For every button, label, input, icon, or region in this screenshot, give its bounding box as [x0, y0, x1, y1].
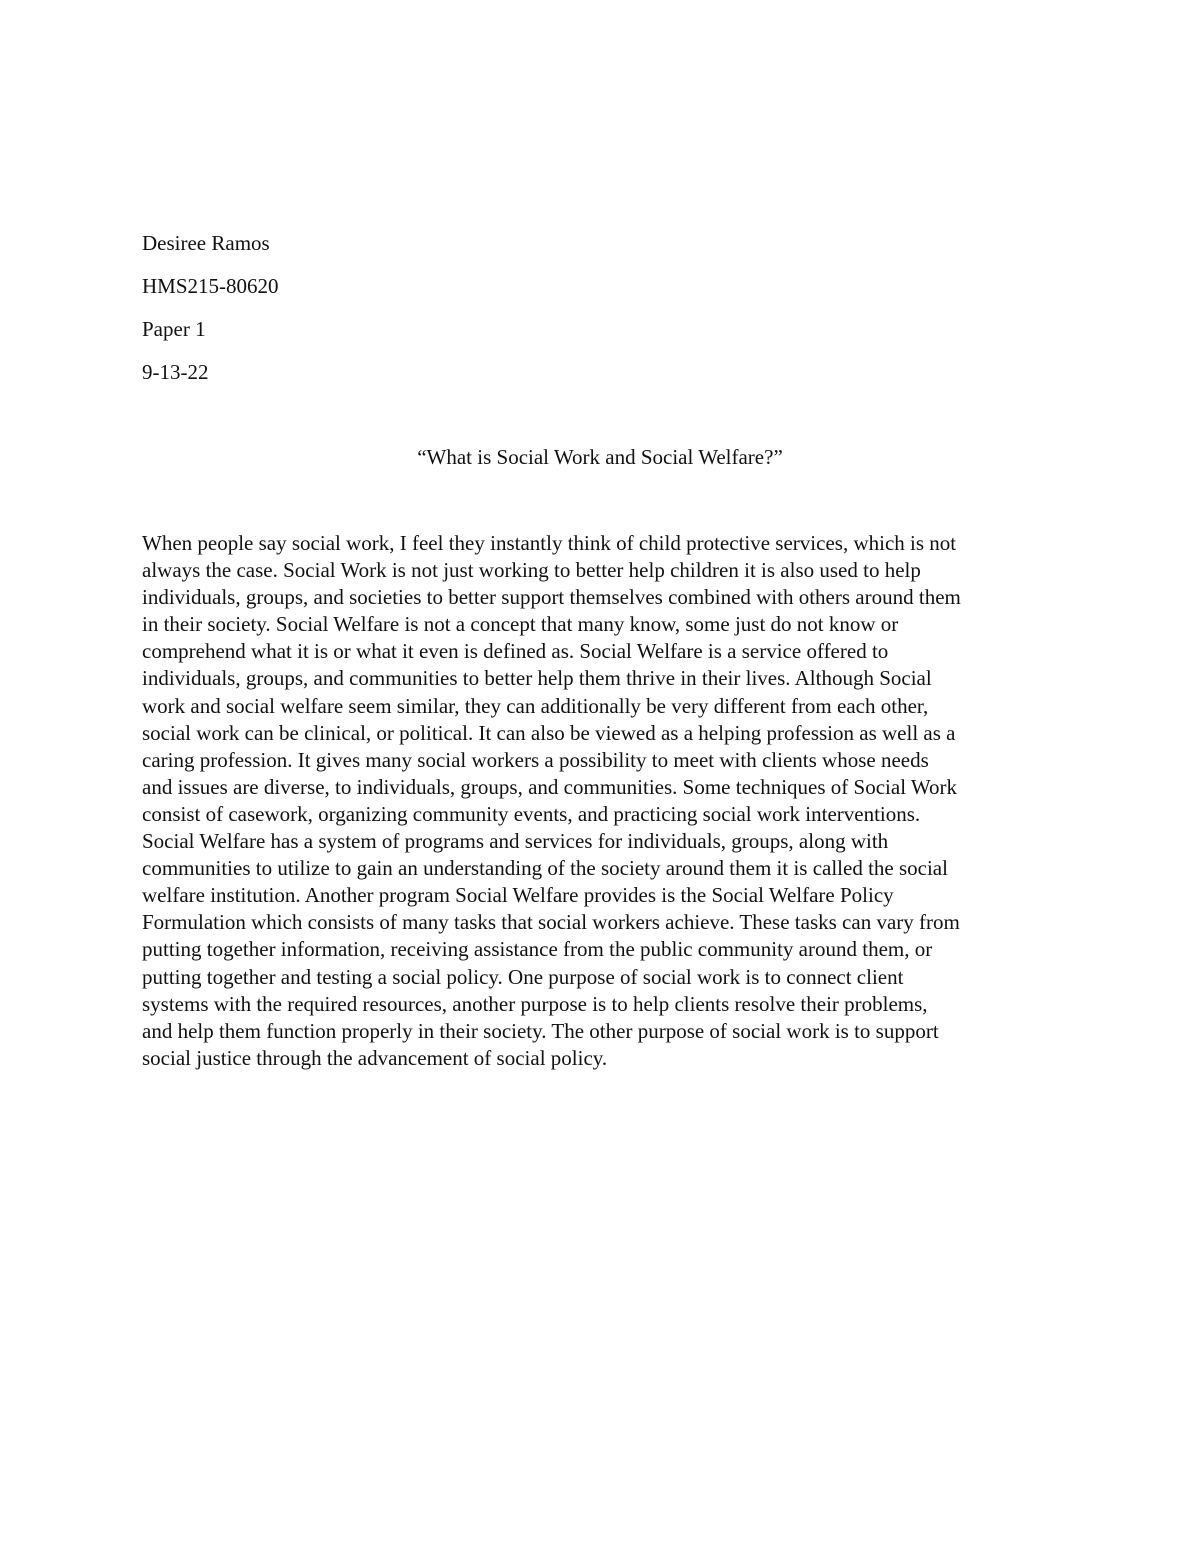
assignment-label: Paper 1 [142, 317, 206, 341]
body-line: communities to utilize to gain an understanding of the society around them it is called the social [142, 856, 948, 881]
body-paragraph [142, 530, 1072, 1072]
header-block [142, 229, 742, 401]
body-line: always the case. Social Work is not just working to better help children it is also used to help [142, 558, 921, 583]
body-line: Social Welfare has a system of programs and services for individuals, groups, along with [142, 829, 889, 854]
body-line: individuals, groups, and societies to better support themselves combined with others around them [142, 585, 961, 610]
paper-title: “What is Social Work and Social Welfare?” [417, 445, 783, 469]
body-line: putting together information, receiving assistance from the public community around them, or [142, 937, 933, 962]
body-line: When people say social work, I feel they instantly think of child protective services, which is not [142, 531, 957, 555]
body-line: Formulation which consists of many tasks that social workers achieve. These tasks can vary from [142, 910, 960, 935]
body-line: and help them function properly in their society. The other purpose of social work is to support [142, 1018, 939, 1043]
body-line: social work can be clinical, or political. It can also be viewed as a helping profession as well as a [142, 720, 956, 745]
body-line: social justice through the advancement of social policy. [142, 1045, 608, 1070]
author-name: Desiree Ramos [142, 231, 270, 255]
body-line: consist of casework, organizing community events, and practicing social work interventions. [142, 801, 921, 826]
body-line: and issues are diverse, to individuals, groups, and communities. Some techniques of Social Work [142, 774, 958, 799]
body-line: in their society. Social Welfare is not a concept that many know, some just do not know or [142, 612, 899, 637]
body-line: putting together and testing a social policy. One purpose of social work is to connect client [142, 964, 904, 989]
body-line: caring profession. It gives many social workers a possibility to meet with clients whose needs [142, 747, 929, 772]
body-line: work and social welfare seem similar, they can additionally be very different from each other, [142, 693, 929, 718]
body-line: systems with the required resources, another purpose is to help clients resolve their problems, [142, 991, 928, 1016]
body-line: individuals, groups, and communities to better help them thrive in their lives. Although Social [142, 666, 932, 691]
body-line: comprehend what it is or what it even is defined as. Social Welfare is a service offered to [142, 639, 889, 664]
body-line: welfare institution. Another program Social Welfare provides is the Social Welfare Policy [142, 883, 894, 908]
paper-date: 9-13-22 [142, 360, 209, 384]
course-code: HMS215-80620 [142, 274, 279, 298]
